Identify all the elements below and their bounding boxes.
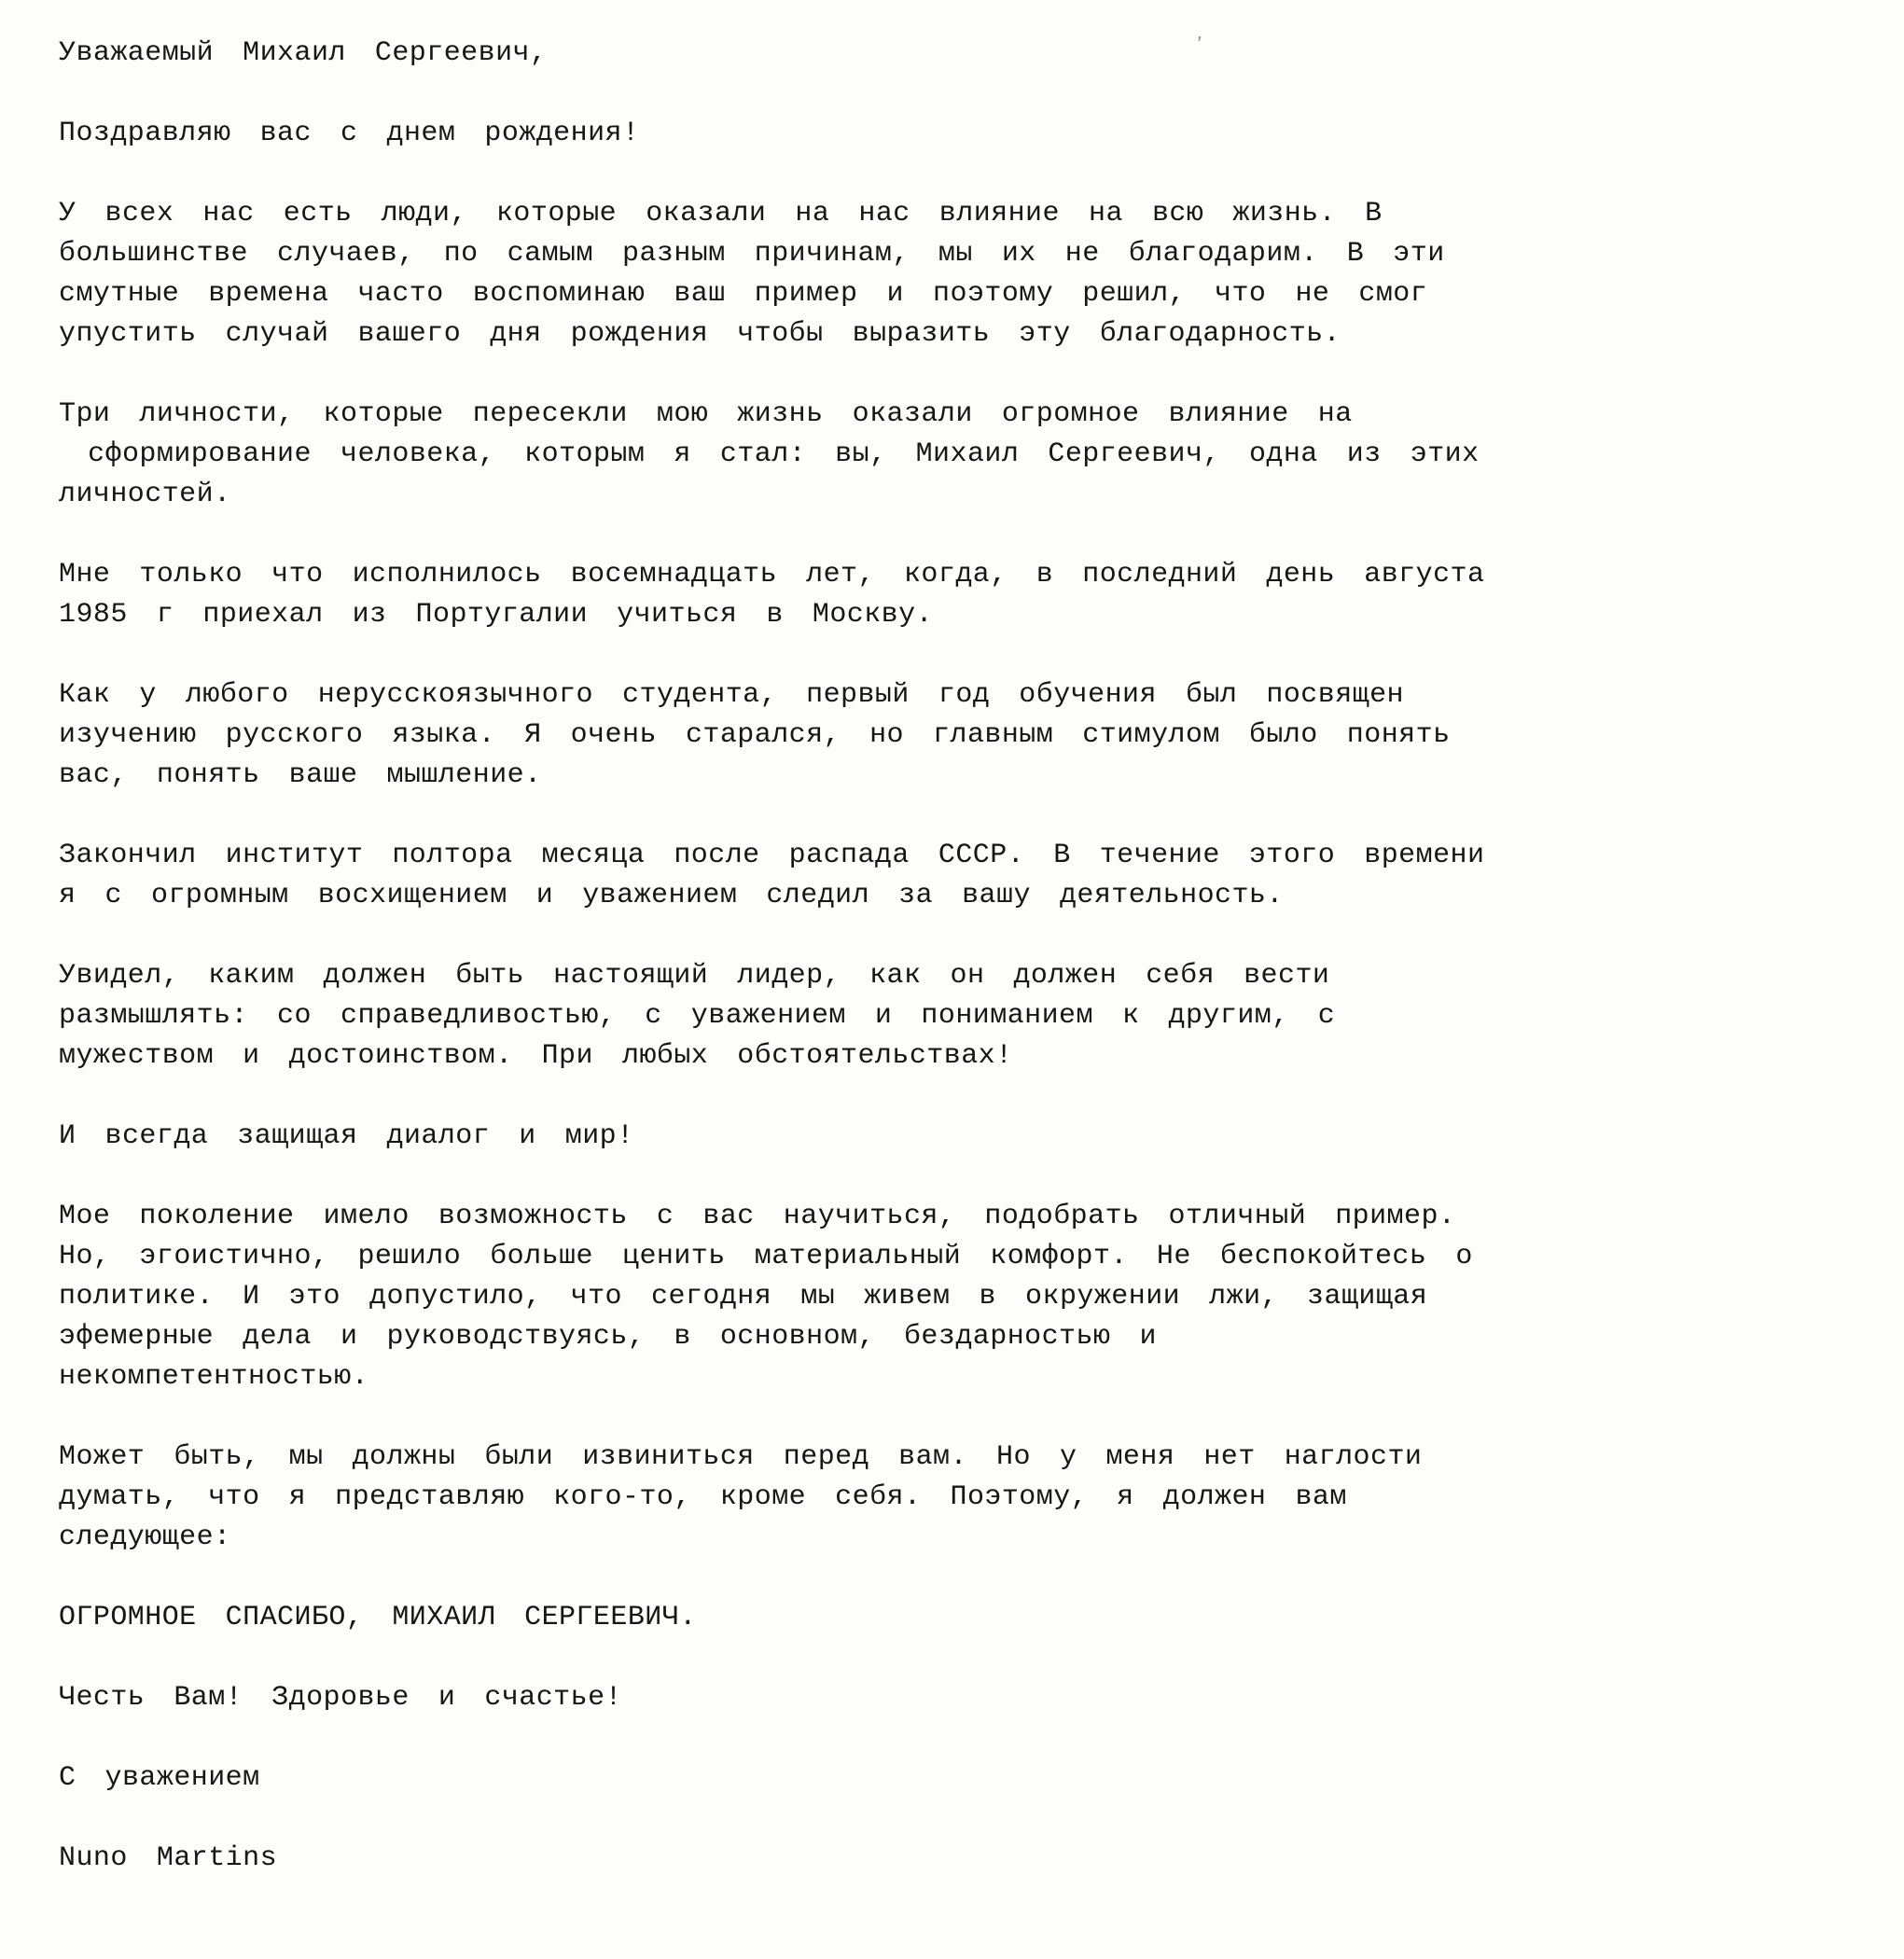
letter-line: большинстве случаев, по самым разным причинам, мы их не благодарим. В эти: [59, 238, 1445, 270]
letter-line: мужеством и достоинством. При любых обстоятельствах!: [59, 1040, 1013, 1072]
paragraph: [59, 1117, 1867, 1157]
letter-line: Мне только что исполнилось восемнадцать лет, когда, в последний день августа: [59, 559, 1485, 590]
letter-line: эфемерные дела и руководствуясь, в основном, бездарностью и: [59, 1321, 1157, 1353]
letter-line: 1985 г приехал из Португалии учиться в Москву.: [59, 599, 934, 631]
greeting: [59, 114, 1867, 154]
letter-line: Поздравляю вас с днем рождения!: [59, 118, 640, 149]
letter-line: Может быть, мы должны были извиниться перед вам. Но у меня нет наглости: [59, 1441, 1423, 1473]
paragraph: [59, 1197, 1867, 1397]
scan-artifact: ʼ: [1190, 34, 1206, 59]
paragraph: [59, 956, 1867, 1077]
letter-line: думать, что я представляю кого-то, кроме себя. Поэтому, я должен вам: [59, 1481, 1347, 1513]
paragraph: [59, 675, 1867, 796]
letter-line: следующее:: [59, 1521, 231, 1553]
letter-line: Nuno Martins: [59, 1842, 278, 1874]
letter-line: Три личности, которые пересекли мою жизнь оказали огромное влияние на: [59, 398, 1353, 430]
paragraph: [59, 395, 1867, 515]
letter-line: Увидел, каким должен быть настоящий лидер, как он должен себя вести: [59, 960, 1330, 992]
closing: [59, 1758, 1867, 1799]
letter-line: С уважением: [59, 1762, 260, 1794]
letter-line: Уважаемый Михаил Сергеевич,: [59, 37, 548, 69]
letter-line: Но, эгоистично, решило больше ценить материальный комфорт. Не беспокойтесь о: [59, 1241, 1473, 1272]
letter-line: размышлять: со справедливостью, с уважением и пониманием к другим, с: [59, 1000, 1336, 1032]
salutation: [59, 34, 1867, 74]
letter-line: политике. И это допустило, что сегодня мы живем в окружении лжи, защищая: [59, 1281, 1428, 1313]
letter-line: изучению русского языка. Я очень старался, но главным стимулом было понять: [59, 719, 1451, 751]
paragraph: [59, 194, 1867, 354]
letter-line: личностей.: [59, 479, 231, 510]
letter-line: Закончил институт полтора месяца после распада СССР. В течение этого времени: [59, 840, 1485, 871]
thank-you-line: [59, 1598, 1867, 1638]
letter-line: И всегда защищая диалог и мир!: [59, 1120, 634, 1152]
letter-line: сформирование человека, которым я стал: вы, Михаил Сергеевич, одна из этих: [59, 438, 1480, 470]
letter-line: У всех нас есть люди, которые оказали на нас влияние на всю жизнь. В: [59, 198, 1383, 229]
letter-line: я с огромным восхищением и уважением следил за вашу деятельность.: [59, 880, 1284, 911]
letter-line: Как у любого нерусскоязычного студента, первый год обучения был посвящен: [59, 679, 1405, 711]
letter-line: Честь Вам! Здоровье и счастье!: [59, 1682, 622, 1714]
letter-line: вас, понять ваше мышление.: [59, 759, 542, 791]
letter-line: ОГРОМНОЕ СПАСИБО, МИХАИЛ СЕРГЕЕВИЧ.: [59, 1602, 697, 1633]
letter-line: смутные времена часто воспоминаю ваш пример и поэтому решил, что не смог: [59, 278, 1428, 310]
wishes-line: [59, 1678, 1867, 1718]
paragraph: [59, 836, 1867, 916]
letter-line: некомпетентностью.: [59, 1361, 369, 1393]
paragraph: [59, 1438, 1867, 1558]
letter-body: [59, 34, 1867, 1879]
paragraph: [59, 555, 1867, 635]
letter-line: Мое поколение имело возможность с вас научиться, подобрать отличный пример.: [59, 1201, 1456, 1232]
letter-line: упустить случай вашего дня рождения чтобы выразить эту благодарность.: [59, 318, 1341, 350]
signature: [59, 1839, 1867, 1879]
